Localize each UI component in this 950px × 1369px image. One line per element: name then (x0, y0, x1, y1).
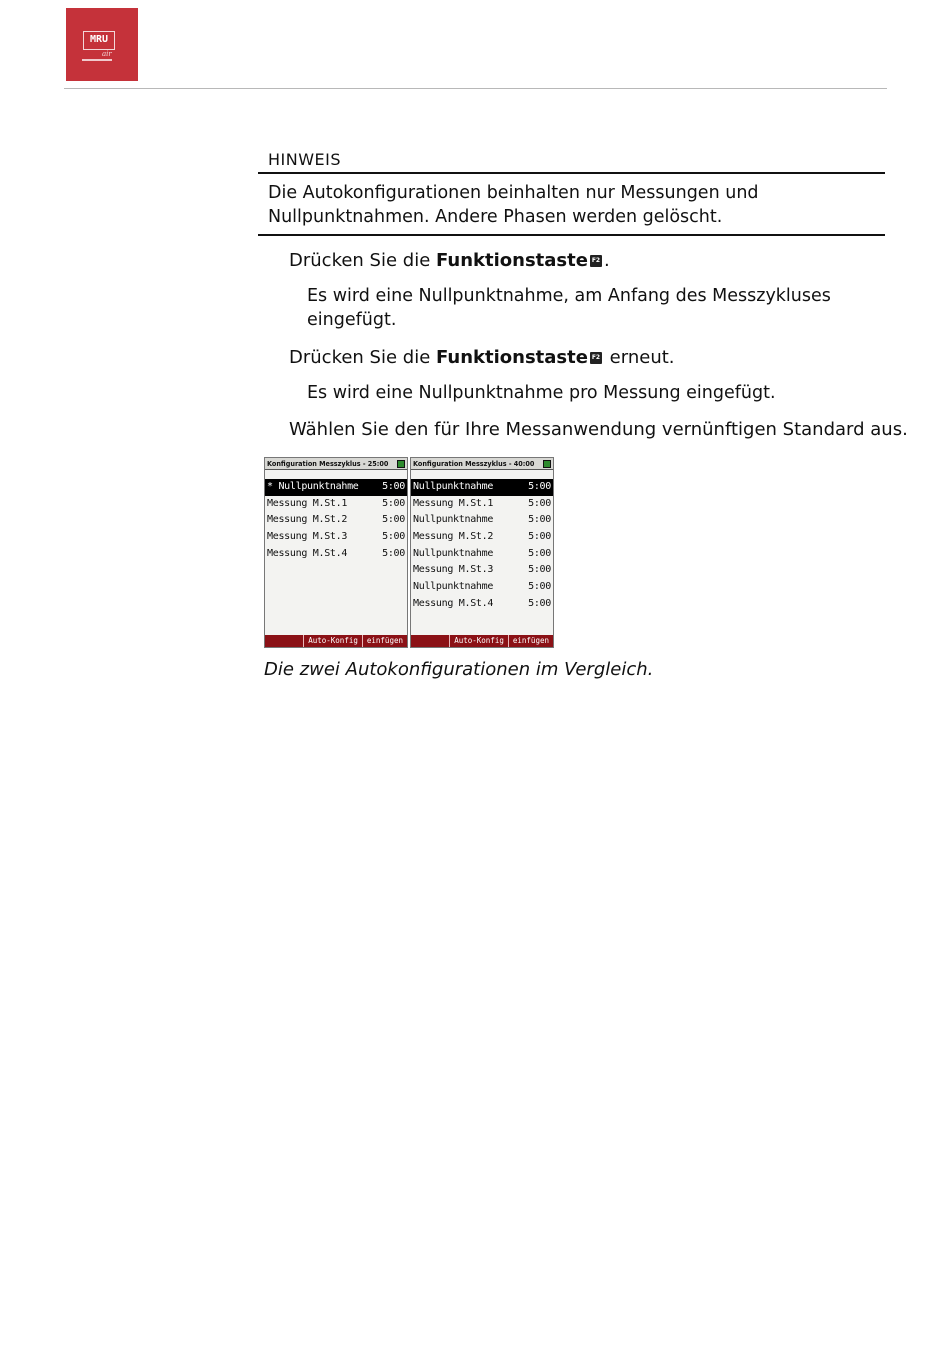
company-logo (66, 8, 138, 81)
screen-title: Konfiguration Messzyklus - 40:00 (411, 458, 553, 470)
notice-bottom-rule (258, 234, 885, 236)
row-time: 5:00 (528, 564, 551, 576)
row-time: 5:00 (528, 497, 551, 509)
step-text: Drücken Sie die (289, 347, 436, 368)
einfuegen-softkey[interactable]: einfügen (508, 635, 553, 647)
screen-row[interactable] (411, 512, 553, 529)
step-bold-text: Funktionstaste (436, 347, 588, 368)
step-result-line: Es wird eine Nullpunktnahme pro Messung eingefügt. (307, 383, 776, 403)
battery-icon (397, 460, 405, 468)
device-screen-left (264, 457, 408, 648)
einfuegen-softkey[interactable]: einfügen (362, 635, 407, 647)
step-bold-text: Funktionstaste (436, 250, 588, 271)
step-result (307, 381, 867, 405)
row-time: 5:00 (382, 481, 405, 492)
screen-row[interactable] (265, 512, 407, 529)
step-text: erneut. (603, 347, 675, 368)
logo-tagline-bar (82, 59, 112, 61)
row-time: 5:00 (382, 514, 405, 526)
auto-konfig-softkey[interactable]: Auto-Konfig (303, 635, 362, 647)
row-time: 5:00 (382, 497, 405, 509)
row-label: Messung M.St.1 (267, 497, 348, 509)
logo-text: MRU (89, 34, 109, 45)
row-label: Messung M.St.3 (413, 564, 494, 576)
notice-title: HINWEIS (268, 150, 342, 169)
notice-text-line: Nullpunktnahmen. Andere Phasen werden gelöscht. (268, 207, 723, 227)
row-label: Nullpunktnahme (413, 581, 494, 593)
row-label: Nullpunktnahme (413, 547, 494, 559)
step-instruction (289, 249, 610, 273)
row-time: 5:00 (382, 531, 405, 543)
auto-konfig-softkey[interactable]: Auto-Konfig (449, 635, 508, 647)
step-text: Drücken Sie die (289, 250, 436, 271)
row-time: 5:00 (528, 597, 551, 609)
screen-row[interactable] (411, 496, 553, 513)
step-instruction: Wählen Sie den für Ihre Messanwendung vernünftigen Standard aus. (289, 419, 908, 440)
notice-top-rule (258, 172, 885, 174)
row-label: Messung M.St.3 (267, 531, 348, 543)
row-time: 5:00 (528, 547, 551, 559)
row-label: Messung M.St.4 (413, 597, 494, 609)
row-label: Nullpunktnahme (413, 481, 494, 492)
row-time: 5:00 (528, 531, 551, 543)
notice-text (268, 181, 868, 229)
row-label: Messung M.St.1 (413, 497, 494, 509)
softkey-bar (265, 635, 407, 647)
f2-key-icon: F2 (590, 352, 602, 364)
logo-subtext: air (102, 50, 112, 58)
screen-row[interactable] (411, 596, 553, 613)
step-result-line: Es wird eine Nullpunktnahme, am Anfang des Messzykluses (307, 286, 831, 306)
row-time: 5:00 (382, 547, 405, 559)
row-label: Messung M.St.4 (267, 547, 348, 559)
row-time: 5:00 (528, 481, 551, 492)
softkey-bar (411, 635, 553, 647)
notice-text-line: Die Autokonfigurationen beinhalten nur Messungen und (268, 183, 759, 203)
figure-caption: Die zwei Autokonfigurationen im Vergleich. (264, 659, 654, 680)
row-time: 5:00 (528, 581, 551, 593)
screen-row[interactable] (411, 529, 553, 546)
screen-title: Konfiguration Messzyklus - 25:00 (265, 458, 407, 470)
screen-row[interactable] (411, 579, 553, 596)
step-instruction (289, 346, 675, 370)
row-label: Messung M.St.2 (413, 531, 494, 543)
screen-row[interactable] (411, 546, 553, 563)
row-label: Nullpunktnahme (413, 514, 494, 526)
screen-row[interactable] (411, 479, 553, 496)
screen-row[interactable] (265, 479, 407, 496)
screen-list (411, 479, 553, 613)
screen-row[interactable] (265, 496, 407, 513)
device-screen-right (410, 457, 554, 648)
step-text: . (603, 250, 610, 271)
screen-row[interactable] (411, 562, 553, 579)
f2-key-icon: F2 (590, 255, 602, 267)
screen-row[interactable] (265, 529, 407, 546)
step-result-line: eingefügt. (307, 310, 397, 330)
row-label: * Nullpunktnahme (267, 481, 359, 492)
battery-icon (543, 460, 551, 468)
header-divider (64, 88, 887, 89)
row-time: 5:00 (528, 514, 551, 526)
screen-row[interactable] (265, 546, 407, 563)
screen-list (265, 479, 407, 562)
row-label: Messung M.St.2 (267, 514, 348, 526)
step-result (307, 284, 867, 332)
